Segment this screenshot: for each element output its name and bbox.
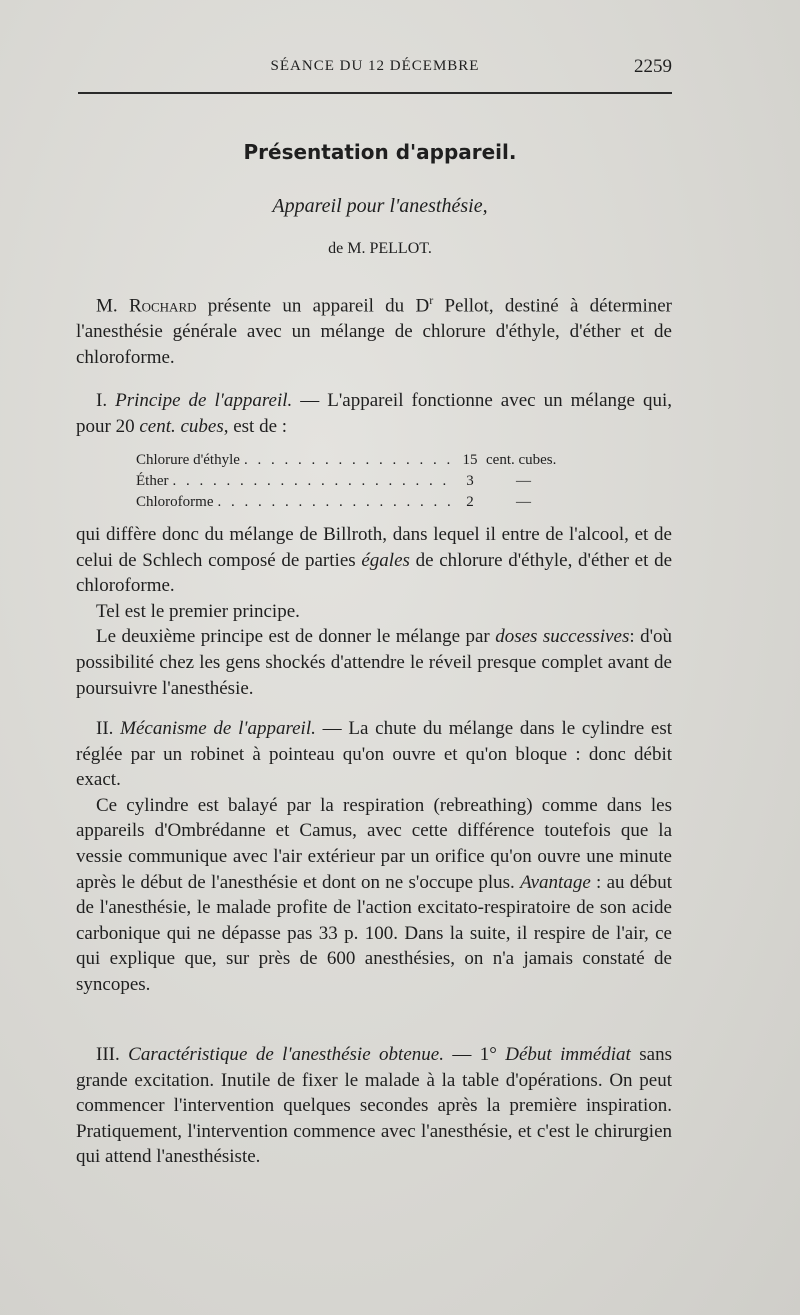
page-number: 2259 (634, 56, 672, 77)
intro-text: présente un appareil du D (196, 295, 430, 317)
characteristic-text: — 1° (443, 1044, 506, 1065)
article-subtitle: Appareil pour l'anesthésie, (272, 195, 488, 217)
table-row (136, 473, 596, 494)
ingredient-quantity: 2 (466, 494, 474, 510)
first-principle-line: Tel est le premier principe. (96, 600, 300, 622)
intro-text: M. (96, 295, 129, 317)
unit-italic: cent. cubes (139, 415, 224, 437)
cylinder-text: Ce cylindre est balayé par la respiration (rebreathing) comme dans les appareils d'Ombrédanne et Camus, avec cette différence toutefois que la vessie communique avec l'air extérieur par un orifice qu'on ouvre une minute après le début de l'anesthésie et dont on ne s'occupe plus. (76, 794, 672, 893)
characteristic-text: sans grande excitation. Inutile de fixer le malade à la table d'opérations. On peut commencer l'intervention quelques secondes après la première inspiration. Pratiquement, l'intervention commence avec l'anesthésie, et c'est le chirurgien qui attend l'anesthésiste. (76, 1044, 672, 1168)
ingredient-unit: — (516, 473, 531, 489)
ingredient-unit: — (516, 494, 531, 510)
ingredient-quantity: 3 (466, 473, 474, 489)
comparison-text: qui diffère donc du mélange de Billroth, dans lequel il entre de l'alcool, et de celui de Schlech composé de parties (76, 524, 672, 571)
running-title: SÉANCE DU 12 DÉCEMBRE (270, 58, 480, 74)
section-number: II. (96, 718, 121, 739)
intro-paragraph (76, 288, 672, 370)
intro-text: Pellot, destiné à déterminer l'anesthésie générale avec un mélange de chlorure d'éthyle, d'éther et de chloroforme. (76, 295, 672, 368)
mechanism-paragraph (76, 716, 672, 998)
ingredient-quantity: 15 (462, 452, 478, 468)
italic-phrase: Début immédiat (505, 1044, 631, 1065)
section-title: Présentation d'appareil. (243, 140, 517, 164)
mechanism-heading: Mécanisme de l'appareil. (120, 718, 316, 739)
italic-word: égales (361, 549, 410, 571)
characteristic-heading: Caractéristique de l'anesthésie obtenue. (128, 1044, 444, 1065)
cylinder-text: : au début de l'anesthésie, le malade profite de l'action excitato-respiratoire de son acide carbonique qui ne dépasse pas 33 p. 100. Dans la suite, il respire de l'air, ce qui explique que, sur près de 600 anesthésies, on n'a jamais constaté de syncopes. (76, 871, 672, 995)
mechanism-text: — La chute du mélange dans le cylindre est réglée par un robinet à pointeau qu'on ouvre et qu'on bloque : donc débit exact. (76, 718, 673, 791)
ingredient-name: Chloroforme (136, 494, 214, 510)
presenter-name: Rochard (128, 295, 197, 317)
leader-dots (244, 452, 450, 469)
section-number: I. (96, 390, 116, 411)
comparison-paragraph (76, 522, 672, 701)
superscript: r (429, 293, 434, 307)
principle-heading: Principe de l'appareil. (115, 390, 293, 411)
ingredient-name: Éther (136, 473, 169, 489)
ingredient-unit: cent. cubes. (486, 452, 557, 468)
section-number: III. (96, 1044, 129, 1065)
table-row (136, 494, 596, 515)
mixture-table (136, 452, 596, 515)
comparison-text: de chlorure d'éthyle, d'éther et de chloroforme. (76, 549, 673, 597)
ingredient-name: Chlorure d'éthyle (136, 452, 240, 468)
leader-dots (172, 473, 450, 490)
header-rule (78, 92, 672, 94)
leader-dots (217, 494, 450, 511)
principle-text: — L'appareil fonctionne avec un mélange qui, pour 20 (76, 390, 672, 437)
second-principle-text: Le deuxième principe est de donner le mélange par (96, 626, 496, 648)
running-head (78, 56, 672, 80)
principle-paragraph (76, 388, 672, 439)
characteristic-paragraph (76, 1042, 672, 1170)
second-principle-text: : d'où possibilité chez les gens shockés d'attendre le réveil presque complet avant de poursuivre l'anesthésie. (76, 626, 673, 699)
author-line: de M. PELLOT. (328, 240, 432, 257)
italic-word: Avantage (520, 871, 591, 893)
table-row (136, 452, 596, 473)
principle-text: , est de : (223, 415, 288, 437)
italic-phrase: doses successives (495, 626, 630, 648)
